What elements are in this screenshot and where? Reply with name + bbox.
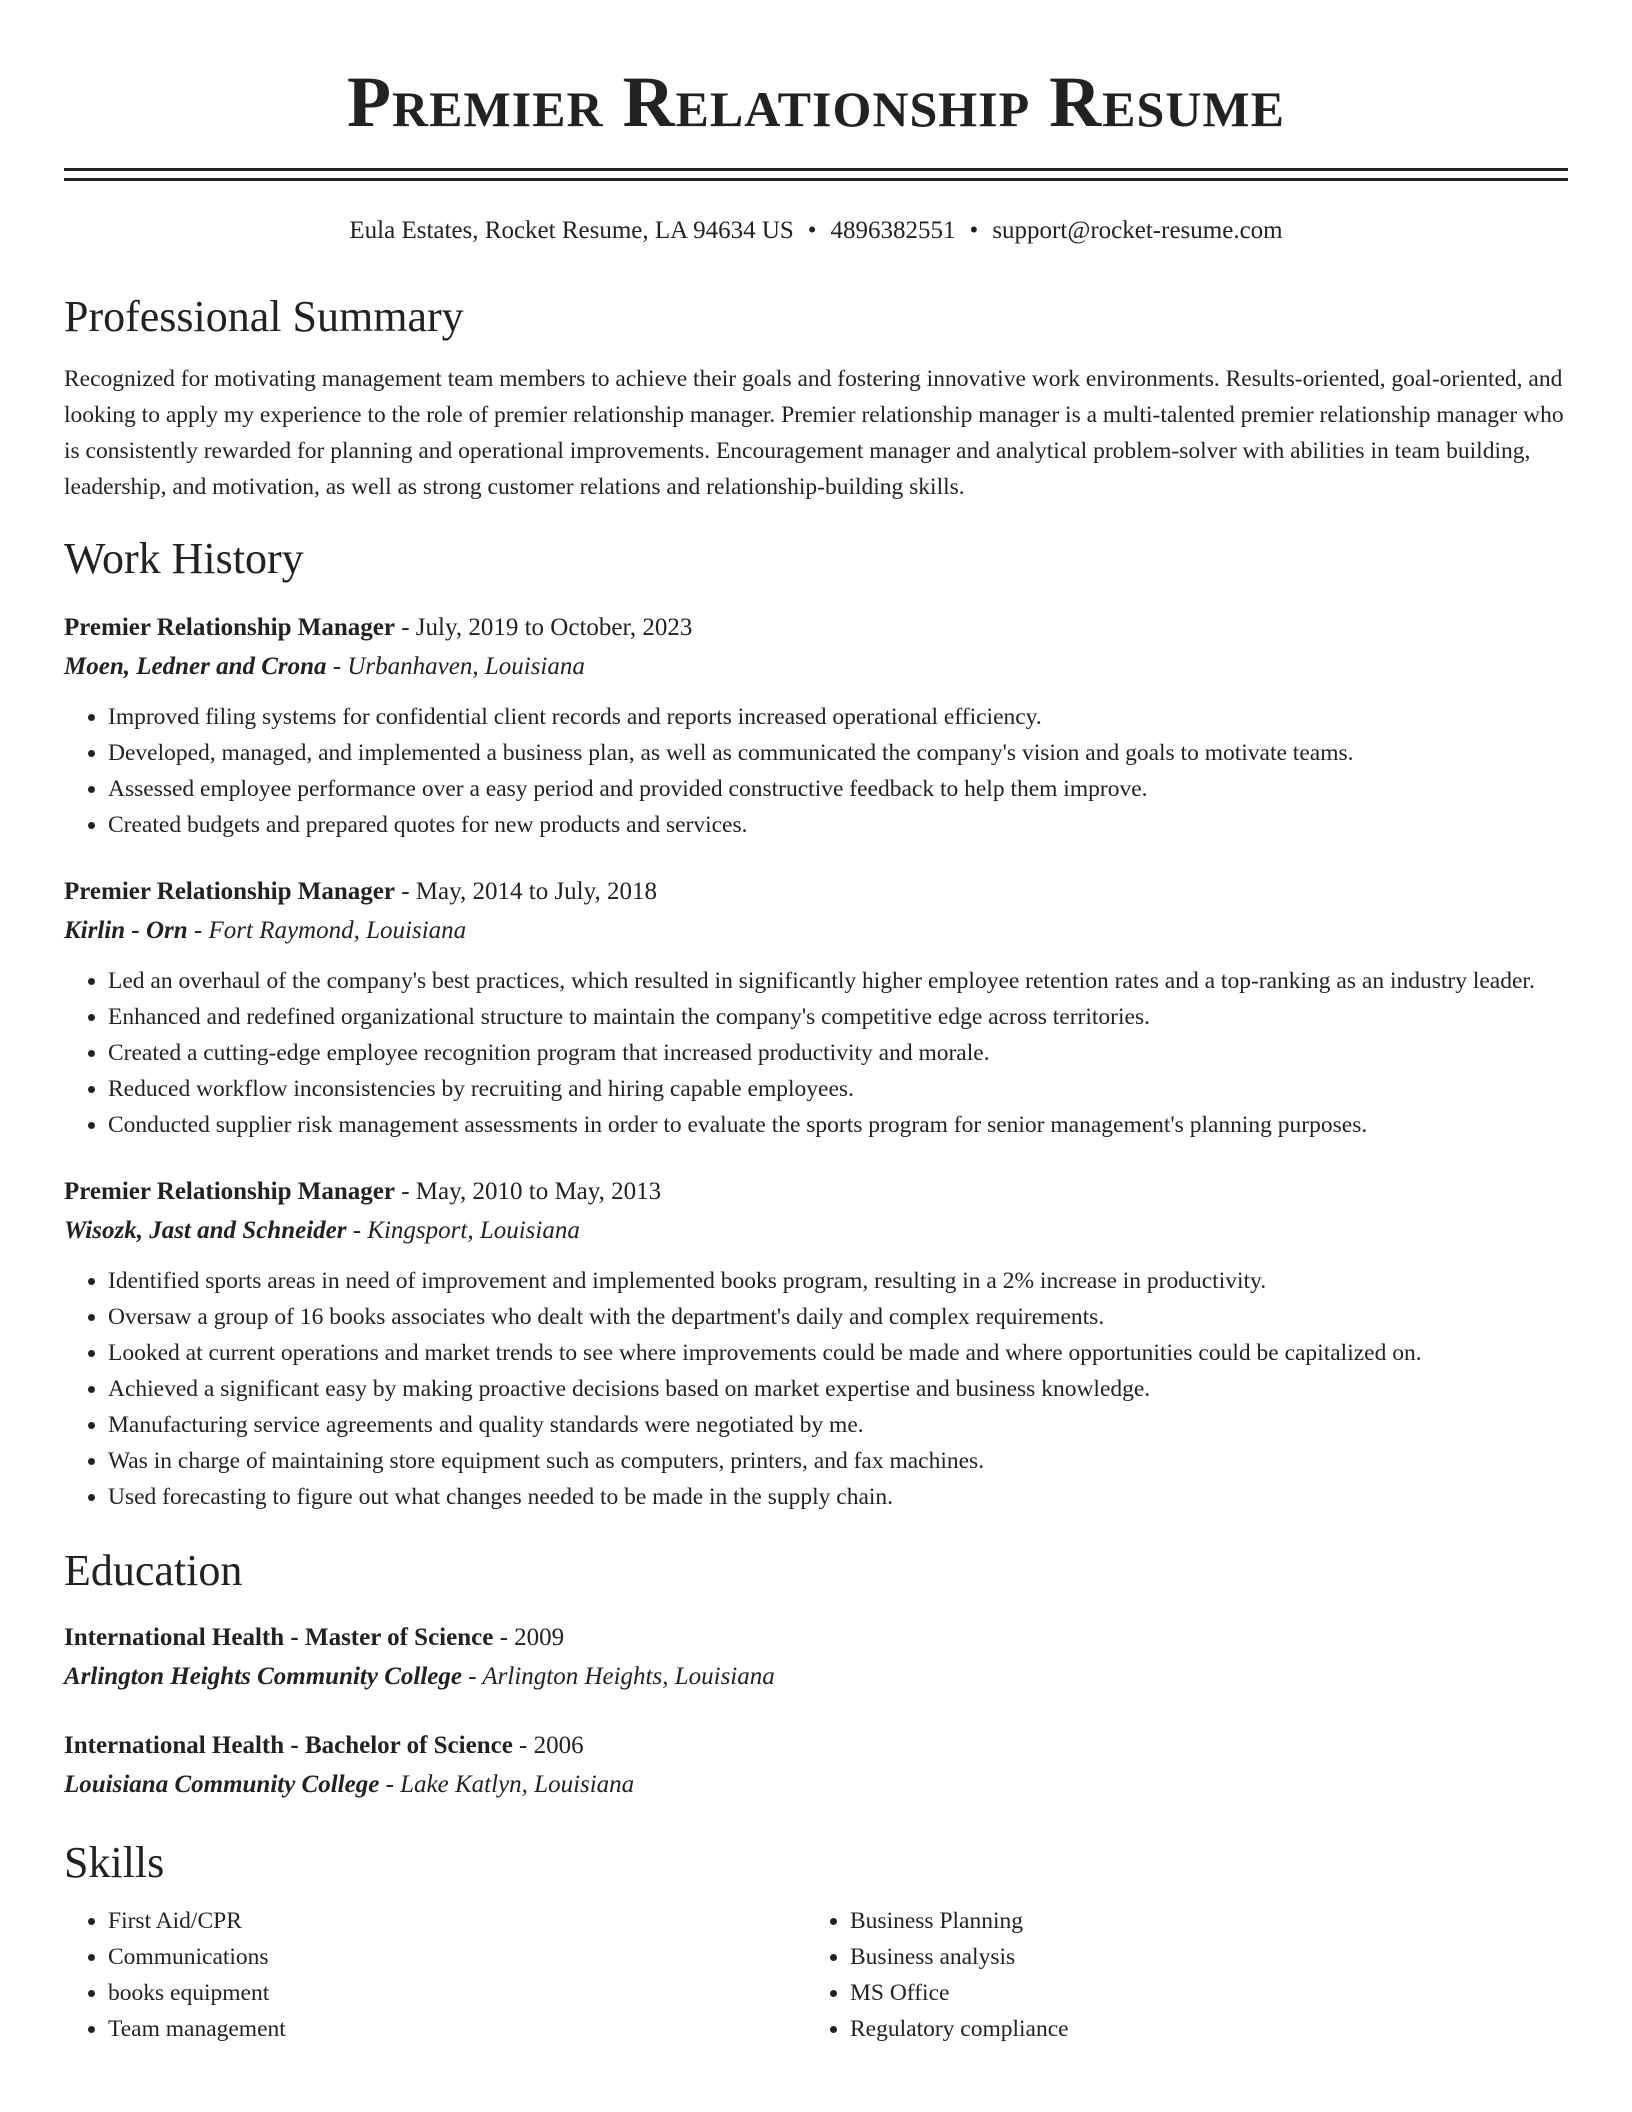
job-bullet: • Used forecasting to figure out what changes needed to be made in the supply chain. bbox=[108, 1479, 1568, 1515]
job-bullet: • Identified sports areas in need of improvement and implemented books program, resulting in a 2% increase in productivity. bbox=[108, 1263, 1568, 1299]
job-location: - Urbanhaven, Louisiana bbox=[326, 653, 585, 680]
skill-item: • Team management bbox=[108, 2011, 806, 2047]
contact-phone: 4896382551 bbox=[830, 217, 956, 244]
job-entry bbox=[64, 1173, 1568, 1515]
job-location: - Kingsport, Louisiana bbox=[346, 1217, 580, 1244]
job-title: Premier Relationship Manager bbox=[64, 1178, 395, 1205]
job-company: Kirlin - Orn bbox=[64, 917, 188, 944]
education-location: - Arlington Heights, Louisiana bbox=[462, 1663, 775, 1690]
job-bullet: • Oversaw a group of 16 books associates who dealt with the department's daily and complex requirements. bbox=[108, 1299, 1568, 1335]
job-bullet: • Enhanced and redefined organizational structure to maintain the company's competitive edge across territories. bbox=[108, 999, 1568, 1035]
job-bullets bbox=[64, 699, 1568, 843]
resume-title: Premier Relationship Resume bbox=[347, 62, 1285, 142]
education-location: - Lake Katlyn, Louisiana bbox=[379, 1771, 635, 1798]
job-entry bbox=[64, 873, 1568, 1143]
job-bullet: • Developed, managed, and implemented a business plan, as well as communicated the company's vision and goals to motivate teams. bbox=[108, 735, 1568, 771]
education-school: Arlington Heights Community College bbox=[64, 1663, 462, 1690]
contact-line bbox=[64, 215, 1568, 247]
education-heading: Education bbox=[64, 1546, 243, 1595]
job-title-line bbox=[64, 1173, 1568, 1211]
skills-heading: Skills bbox=[64, 1838, 165, 1887]
job-title-line bbox=[64, 609, 1568, 647]
skills-column-left bbox=[64, 1903, 806, 2047]
job-bullet: • Was in charge of maintaining store equipment such as computers, printers, and fax machines. bbox=[108, 1443, 1568, 1479]
job-company: Wisozk, Jast and Schneider bbox=[64, 1217, 347, 1244]
work-history-heading: Work History bbox=[64, 534, 304, 583]
skill-item: • First Aid/CPR bbox=[108, 1903, 806, 1939]
education-year: - 2006 bbox=[512, 1732, 584, 1759]
education-school: Louisiana Community College bbox=[64, 1771, 380, 1798]
job-bullets bbox=[64, 963, 1568, 1143]
job-company-line bbox=[64, 1211, 1568, 1251]
job-company-line bbox=[64, 647, 1568, 687]
education-year: - 2009 bbox=[493, 1624, 565, 1651]
job-dates: - May, 2014 to July, 2018 bbox=[394, 878, 658, 905]
skill-item: • MS Office bbox=[850, 1975, 1548, 2011]
job-bullet: • Looked at current operations and market trends to see where improvements could be made and where opportunities could be capitalized on. bbox=[108, 1335, 1568, 1371]
summary-heading: Professional Summary bbox=[64, 292, 464, 341]
job-bullet: • Achieved a significant easy by making proactive decisions based on market expertise and business knowledge. bbox=[108, 1371, 1568, 1407]
contact-email: support@rocket-resume.com bbox=[992, 217, 1283, 244]
job-entry bbox=[64, 609, 1568, 843]
job-dates: - July, 2019 to October, 2023 bbox=[394, 614, 693, 641]
skill-item: • Business analysis bbox=[850, 1939, 1548, 1975]
education-school-line bbox=[64, 1765, 1568, 1805]
education-entry bbox=[64, 1619, 1568, 1697]
education-degree-line bbox=[64, 1619, 1568, 1657]
summary-text: Recognized for motivating management team members to achieve their goals and fostering innovative work environments. Results-oriented, goal-oriented, and looking to apply my experience to the role of premier relationship manager. Premier relationship manager is a multi-talented premier relationship manager who is consistently rewarded for planning and operational improvements. Encouragement manager and analytical problem-solver with abilities in team building, leadership, and motivation, as well as strong customer relations and relationship-building skills. bbox=[64, 366, 1564, 500]
education-degree-line bbox=[64, 1727, 1568, 1765]
contact-separator: • bbox=[969, 217, 979, 244]
contact-separator: • bbox=[807, 217, 817, 244]
job-bullet: • Created a cutting-edge employee recognition program that increased productivity and morale. bbox=[108, 1035, 1568, 1071]
job-title: Premier Relationship Manager bbox=[64, 614, 395, 641]
skills-column-right bbox=[806, 1903, 1548, 2047]
title-rule-bottom bbox=[64, 178, 1568, 181]
skill-item: • books equipment bbox=[108, 1975, 806, 2011]
job-dates: - May, 2010 to May, 2013 bbox=[394, 1178, 662, 1205]
education-school-line bbox=[64, 1657, 1568, 1697]
job-bullet: • Created budgets and prepared quotes for new products and services. bbox=[108, 807, 1568, 843]
contact-address: Eula Estates, Rocket Resume, LA 94634 US bbox=[349, 217, 794, 244]
job-bullet: • Conducted supplier risk management assessments in order to evaluate the sports program for senior management's planning purposes. bbox=[108, 1107, 1568, 1143]
job-bullet: • Improved filing systems for confidential client records and reports increased operational efficiency. bbox=[108, 699, 1568, 735]
job-bullet: • Assessed employee performance over a easy period and provided constructive feedback to help them improve. bbox=[108, 771, 1568, 807]
job-bullet: • Manufacturing service agreements and quality standards were negotiated by me. bbox=[108, 1407, 1568, 1443]
education-degree: International Health - Master of Science bbox=[64, 1624, 494, 1651]
job-bullet: • Reduced workflow inconsistencies by recruiting and hiring capable employees. bbox=[108, 1071, 1568, 1107]
job-company-line bbox=[64, 911, 1568, 951]
skills-list bbox=[64, 1903, 1568, 2047]
education-degree: International Health - Bachelor of Science bbox=[64, 1732, 513, 1759]
education-entry bbox=[64, 1727, 1568, 1805]
title-rule-top bbox=[64, 168, 1568, 171]
skill-item: • Business Planning bbox=[850, 1903, 1548, 1939]
job-company: Moen, Ledner and Crona bbox=[64, 653, 327, 680]
job-bullets bbox=[64, 1263, 1568, 1515]
job-title: Premier Relationship Manager bbox=[64, 878, 395, 905]
job-location: - Fort Raymond, Louisiana bbox=[187, 917, 467, 944]
skill-item: • Regulatory compliance bbox=[850, 2011, 1548, 2047]
skill-item: • Communications bbox=[108, 1939, 806, 1975]
job-title-line bbox=[64, 873, 1568, 911]
job-bullet: • Led an overhaul of the company's best practices, which resulted in significantly higher employee retention rates and a top-ranking as an industry leader. bbox=[108, 963, 1568, 999]
